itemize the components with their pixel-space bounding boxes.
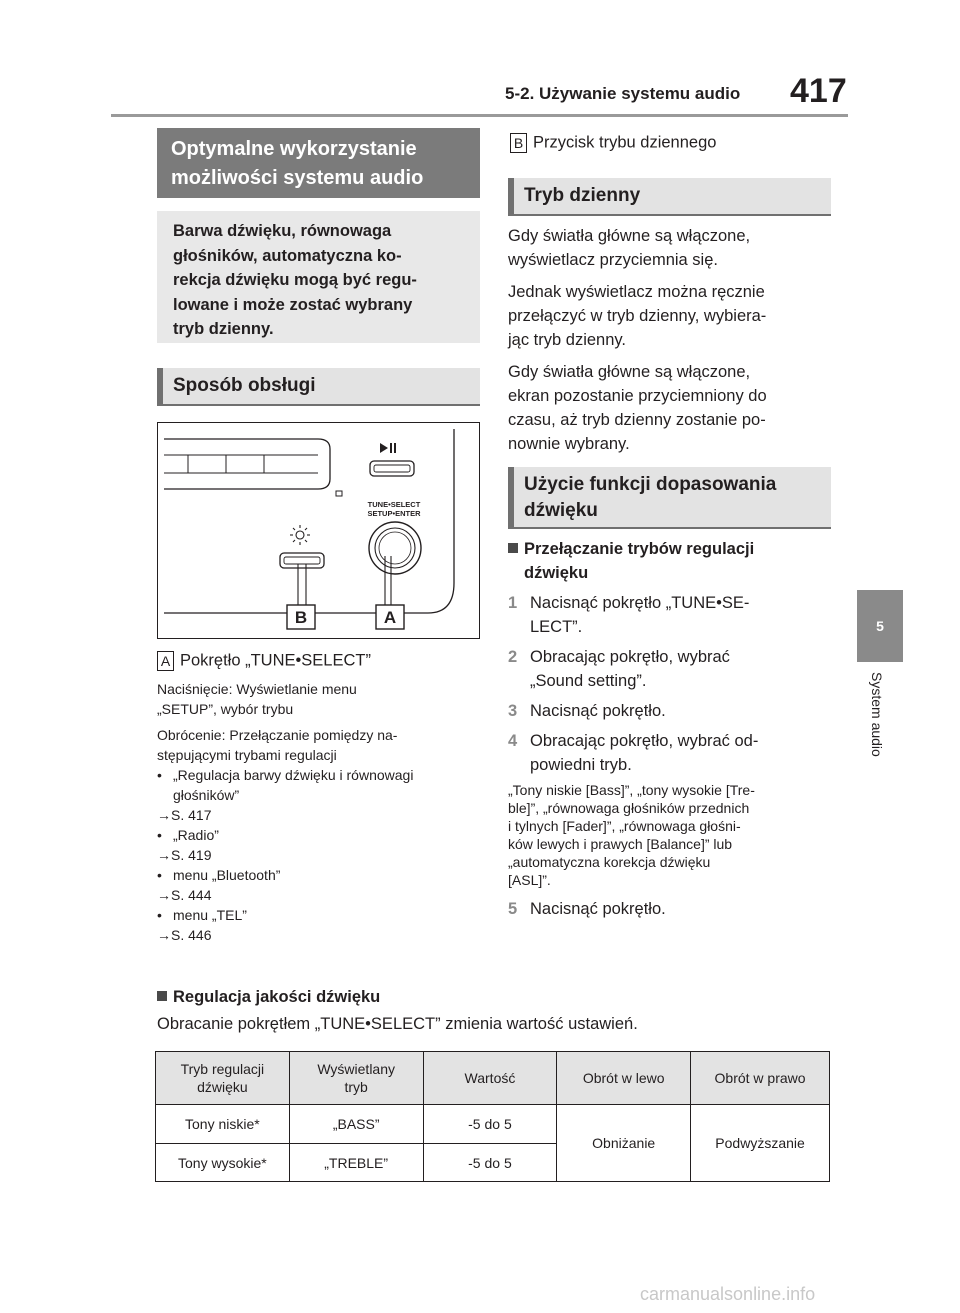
step-number: 2 (508, 648, 518, 666)
topic-title-line: Optymalne wykorzystanie (171, 138, 417, 160)
paragraph-line: wyświetlacz przyciemnia się. (508, 251, 718, 269)
paragraph-line: ekran pozostanie przyciemniony do (508, 387, 767, 405)
step-item (508, 897, 833, 921)
figure-label-b: B (294, 608, 308, 627)
topic-title (157, 128, 480, 198)
table-cell: Tony niskie* (156, 1105, 290, 1144)
subheading-line: dźwięku (524, 564, 589, 582)
subheading-line: Przełączanie trybów regulacji (524, 540, 755, 558)
table-header-row (156, 1052, 830, 1105)
step-number: 4 (508, 732, 518, 750)
step-item (508, 591, 833, 639)
step-text: Nacisnąć pokrętło. (530, 900, 666, 918)
note-line: Naciśnięcie: Wyświetlanie menu (157, 681, 357, 697)
intro-line: tryb dzienny. (173, 320, 274, 338)
bullet-text: „Regulacja barwy dźwięku i równowagi (173, 767, 414, 783)
caption-a (157, 651, 371, 671)
knob-label-bottom: SETUP•ENTER (367, 509, 421, 518)
note-line: ble]”, „równowaga głośników przednich (508, 800, 750, 816)
section-heading-operation: Sposób obsługi (157, 368, 480, 406)
step-text: Obracając pokrętło, wybrać (530, 648, 730, 666)
note-line: „automatyczna korekcja dźwięku (508, 854, 711, 870)
square-bullet-icon (508, 543, 518, 553)
list-item: • menu „TEL” →S. 446 (157, 905, 487, 945)
step-number: 5 (508, 900, 518, 918)
table-cell: Obniżanie (557, 1105, 691, 1182)
note-line: ków lewych i prawych [Balance]” lub (508, 836, 733, 852)
caption-b (510, 133, 716, 153)
step-number: 1 (508, 594, 518, 612)
step-text: LECT”. (530, 618, 583, 636)
step-item (508, 699, 833, 723)
step-text: „Sound setting”. (530, 672, 647, 690)
note-line: [ASL]”. (508, 872, 551, 888)
control-panel-illustration (157, 422, 480, 639)
paragraph-line: przełączyć w tryb dzienny, wybiera- (508, 307, 767, 325)
step-note (508, 781, 833, 889)
note-line: „SETUP”, wybór trybu (157, 701, 294, 717)
note-line: „Tony niskie [Bass]”, „tony wysokie [Tre- (508, 782, 755, 798)
letter-b-badge: B (510, 133, 527, 153)
knob-notes (157, 679, 487, 945)
intro-line: lowane i może zostać wybrany (173, 295, 413, 314)
paragraph-line: Gdy światła główne są włączone, (508, 227, 751, 245)
table-row (156, 1105, 830, 1144)
subheading-switch-modes (508, 537, 833, 585)
letter-a-badge: A (157, 651, 174, 671)
intro-line: Barwa dźwięku, równowaga (173, 222, 392, 240)
sound-settings-table (155, 1051, 830, 1182)
bullet-text: „Radio” (173, 827, 219, 843)
column-header: Obrót w prawo (691, 1052, 830, 1105)
bullet-text: głośników” (173, 787, 240, 803)
page-reference: →S. 417 (157, 807, 212, 823)
table-cell: „BASS” (289, 1105, 423, 1144)
note-line: stępującymi trybami regulacji (157, 747, 337, 763)
intro-line: rekcja dźwięku mogą być regu- (173, 271, 417, 289)
page-reference: →S. 444 (157, 887, 212, 903)
column-header: Obrót w lewo (557, 1052, 691, 1105)
column-header: Wyświetlany tryb (289, 1052, 423, 1105)
bullet-text: menu „TEL” (173, 907, 247, 923)
sun-icon (290, 525, 310, 545)
caption-a-text: Pokrętło „TUNE•SELECT” (180, 651, 371, 670)
subheading-text: Regulacja jakości dźwięku (173, 988, 381, 1006)
step-item (508, 645, 833, 693)
figure-label-a: A (383, 608, 397, 627)
heading-line: Użycie funkcji dopasowania (524, 474, 777, 495)
heading-line: dźwięku (524, 500, 598, 521)
table-cell: -5 do 5 (423, 1105, 557, 1144)
intro-box (157, 211, 480, 343)
paragraph-line: jąc tryb dzienny. (508, 331, 626, 349)
table-cell: Podwyższanie (691, 1105, 830, 1182)
chapter-tab: 5 (857, 590, 903, 662)
page-number: 417 (790, 72, 847, 110)
section-heading-sound-adjust (508, 467, 831, 529)
step-text: Obracając pokrętło, wybrać od- (530, 732, 759, 750)
intro-line: głośników, automatyczna ko- (173, 246, 402, 265)
table-cell: Tony wysokie* (156, 1144, 290, 1182)
step-number: 3 (508, 702, 518, 720)
section-heading-day-mode: Tryb dzienny (508, 178, 831, 216)
step-text: powiedni tryb. (530, 756, 632, 774)
table-cell: -5 do 5 (423, 1144, 557, 1182)
list-item: • menu „Bluetooth” →S. 444 (157, 865, 487, 905)
chapter-label: System audio (869, 672, 885, 757)
paragraph-line: Gdy światła główne są włączone, (508, 363, 751, 381)
page-reference: →S. 419 (157, 847, 212, 863)
topic-title-line: możliwości systemu audio (171, 167, 424, 189)
step-item (508, 729, 833, 777)
regulation-text: Obracanie pokrętłem „TUNE•SELECT” zmienia wartość ustawień. (157, 1015, 638, 1033)
caption-b-text: Przycisk trybu dziennego (533, 133, 717, 152)
step-text: Nacisnąć pokrętło. (530, 702, 666, 720)
play-pause-icon (380, 443, 396, 453)
square-bullet-icon (157, 991, 167, 1001)
paragraph-line: czasu, aż tryb dzienny zostanie po- (508, 411, 766, 429)
paragraph-line: Jednak wyświetlacz można ręcznie (508, 283, 765, 301)
note-line: Obrócenie: Przełączanie pomiędzy na- (157, 727, 398, 743)
header-rule (111, 114, 848, 117)
list-item: • „Radio” →S. 419 (157, 825, 487, 865)
column-header: Wartość (423, 1052, 557, 1105)
page-reference: →S. 446 (157, 927, 212, 943)
column-header: Tryb regulacji dźwięku (156, 1052, 290, 1105)
steps-block (508, 537, 833, 927)
day-mode-text (508, 224, 833, 464)
list-item: • „Regulacja barwy dźwięku i równowagi głośników” →S. 417 (157, 765, 487, 825)
subheading-sound-quality (157, 985, 380, 1009)
step-text: Nacisnąć pokrętło „TUNE•SE- (530, 594, 750, 612)
section-header: 5-2. Używanie systemu audio (505, 84, 741, 103)
tune-select-knob (369, 522, 421, 574)
table-cell: „TREBLE” (289, 1144, 423, 1182)
knob-label-top: TUNE•SELECT (367, 500, 421, 509)
paragraph-line: nownie wybrany. (508, 435, 630, 453)
note-line: i tylnych [Fader]”, „równowaga głośni- (508, 818, 741, 834)
watermark: carmanualsonline.info (640, 1284, 816, 1304)
bullet-text: menu „Bluetooth” (173, 867, 281, 883)
